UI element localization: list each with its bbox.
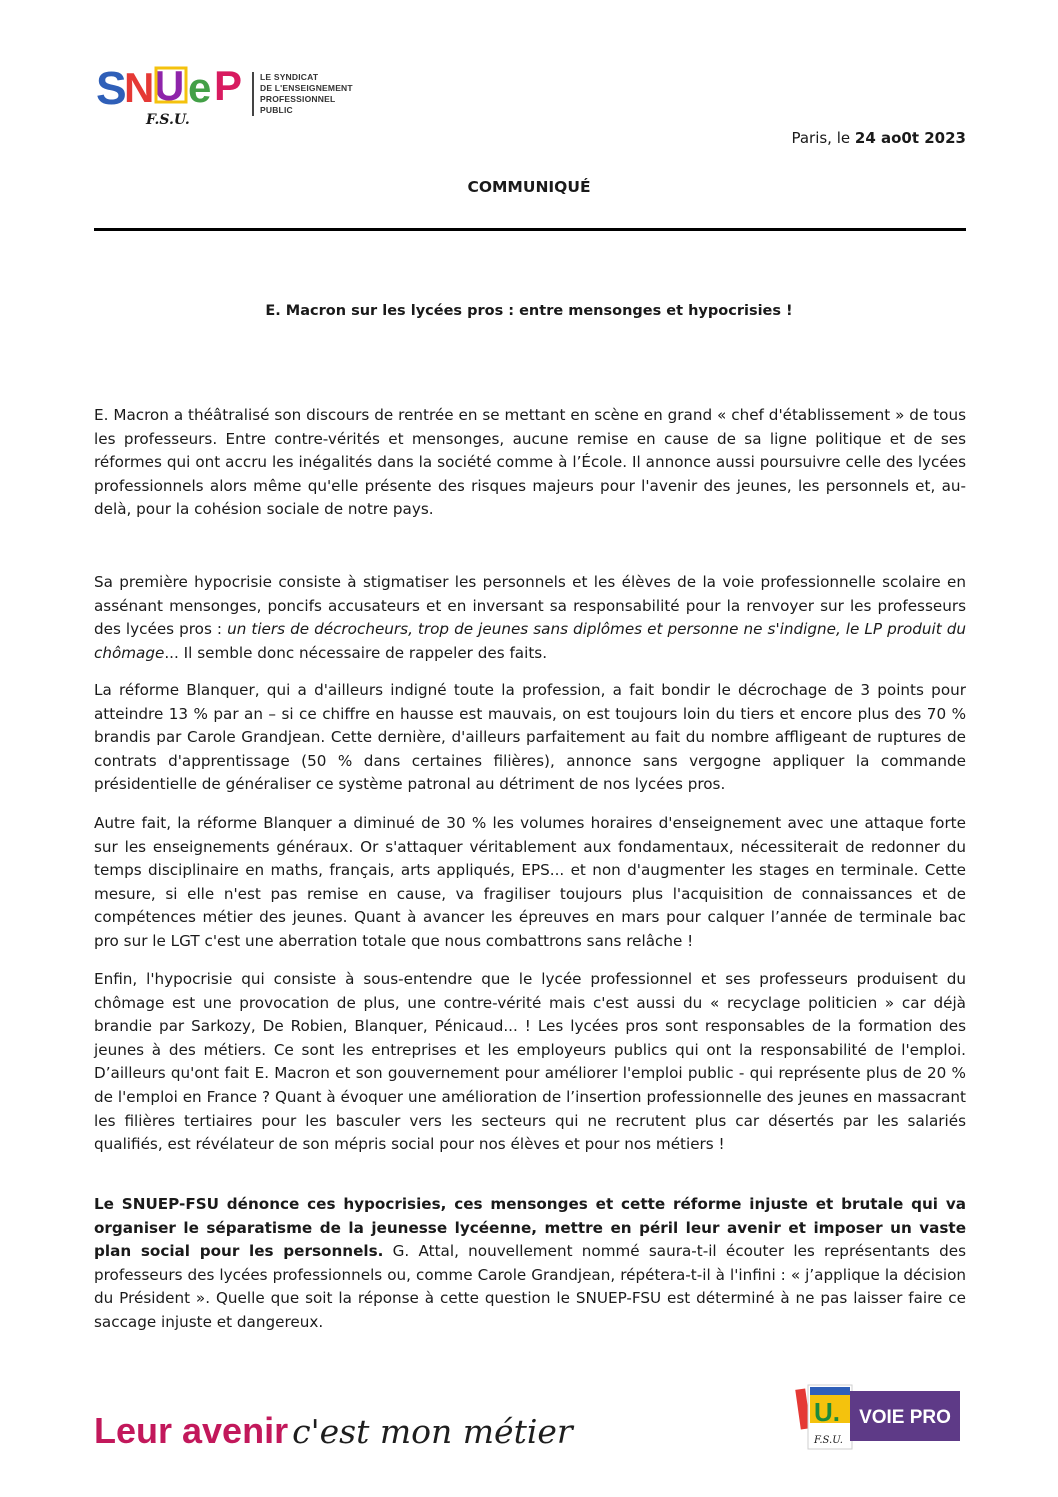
tagline-line: DE L'ENSEIGNEMENT [260,83,353,93]
syndicate-tagline [252,72,353,116]
paragraph-text: La réforme Blanquer, qui a d'ailleurs indigné toute la profession, a fait bondir le décrochage de 3 points pour atteindre 13 % par an – si ce chiffre en hausse est mauvais, on est toujours loin du tiers et encore plus des 70 % brandis par Carole Grandjean. Cette dernière, d'ailleurs parfaitement au fait du nombre affligeant de ruptures de contrats d'apprentissage (50 % dans certaines filières), annonce sans vergogne appliquer la commande présidentielle de généraliser ce système patronal au détriment de nos lycées pros. [94,681,966,794]
snuep-fsu-logo [94,60,244,130]
footer-slogan [94,1410,573,1452]
badge-letter: U. [814,1397,840,1427]
document-heading: COMMUNIQUÉ [467,178,591,196]
paragraph-text: ... Il semble donc nécessaire de rappeler des faits. [164,643,548,662]
document-subject: E. Macron sur les lycées pros : entre mensonges et hypocrisies ! [265,303,793,319]
tagline-line: PUBLIC [260,105,293,115]
heading-divider [94,228,966,231]
paragraph-text: Sa première hypocrisie consiste à stigmatiser les personnels et les élèves de la voie professionnelle scolaire en assénant mensonges, poncifs accusateurs et en inversant sa responsabilité pour la renvoyer sur les professeurs des lycées pros : [94,573,966,639]
paragraph-hypocrisy [94,571,966,665]
paragraph-text: Autre fait, la réforme Blanquer a diminué de 30 % les volumes horaires d'enseignement avec une attaque forte sur les enseignements généraux. Or s'attaquer véritablement aux fondamentaux, nécessiterait de redonner du temps disciplinaire en maths, français, arts appliqués, EPS... et non d'augmenter les stages en terminale. Cette mesure, si elle n'est pas remise en cause, va fragiliser toujours plus l'acquisition de connaissances et de compétences métier des jeunes. Quant à avancer les épreuves en mars pour calquer l’année de terminale bac pro sur le LGT c'est une aberration totale que nous combattrons sans relâche ! [94,814,966,950]
document-date [791,129,966,147]
svg-text:N: N [124,64,155,111]
voie-pro-logo [790,1381,960,1461]
paragraph-conclusion [94,1193,966,1335]
paragraph-blanquer-reform [94,679,966,797]
svg-text:e: e [188,64,212,111]
svg-text:P: P [214,62,243,109]
paragraph-bold-statement: Le SNUEP-FSU dénonce ces hypocrisies, ces mensonges et cette réforme injuste et brutale qui va organiser le séparatisme de la jeunesse lycéenne, mettre en péril leur avenir et imposer un vaste plan social pour les personnels. [94,1195,966,1261]
paragraph-text: G. Attal, nouvellement nommé saura-t-il écouter les représentants des professeurs des lycées professionnels ou, comme Carole Grandjean, répétera-t-il à l'infini : « j’applique la décision du Président ». Quelle que soit la réponse à cette question le SNUEP-FSU est déterminé à ne pas laisser faire ce saccage injuste et dangereux. [94,1242,966,1331]
paragraph-unemployment [94,968,966,1157]
logo-fsu-text: F.S.U. [146,112,190,128]
tagline-line: PROFESSIONNEL [260,94,336,104]
badge-fsu: F.S.U. [814,1435,843,1446]
slogan-script: c'est mon métier [292,1412,573,1451]
tagline-line: LE SYNDICAT [260,72,319,82]
badge-voie-pro-label: VOIE PRO [859,1407,951,1428]
svg-text:S: S [96,62,127,114]
paragraph-italic-quote: un tiers de décrocheurs, trop de jeunes sans diplômes et personne ne s'indigne, le LP produit du chômage [94,620,966,662]
paragraph-text: Enfin, l'hypocrisie qui consiste à sous-entendre que le lycée professionnel et ses professeurs produisent du chômage est une provocation de plus, une contre-vérité mais c'est aussi du « recyclage politicien » car déjà brandie par Sarkozy, De Robien, Blanquer, Pénicaud... ! Les lycées pros sont responsables de la formation des jeunes à des métiers. Ce sont les entreprises et les employeurs publics qui ont la responsabilité de l'emploi. D’ailleurs qu'ont fait E. Macron et son gouvernement pour améliorer l'emploi public - qui représente plus de 20 % de l'emploi en France ? Quant à évoquer une amélioration de l’insertion professionnelle des jeunes en massacrant les filières tertiaires pour les basculer vers les secteurs qui ne recrutent plus car désertés par les salariés qualifiés, est révélateur de son mépris social pour nos élèves et pour nos métiers ! [94,970,966,1154]
slogan-bold: Leur avenir [94,1410,289,1451]
svg-text:U: U [154,62,185,109]
paragraph-hours-reduction [94,812,966,954]
paragraph-text: E. Macron a théâtralisé son discours de rentrée en se mettant en scène en grand « chef d'établissement » de tous les professeurs. Entre contre-vérités et mensonges, aucune remise en cause de sa ligne politique et de ses réformes qui ont accru les inégalités dans la société comme à l’École. Il annonce aussi poursuivre celle des lycées professionnels alors même qu'elle présente des risques majeurs pour l'avenir des jeunes, les personnels et, au-delà, pour la cohésion sociale de notre pays. [94,406,966,519]
date-value: 24 ao0t 2023 [854,129,966,147]
date-prefix: Paris, le [791,129,855,147]
paragraph-intro [94,404,966,522]
